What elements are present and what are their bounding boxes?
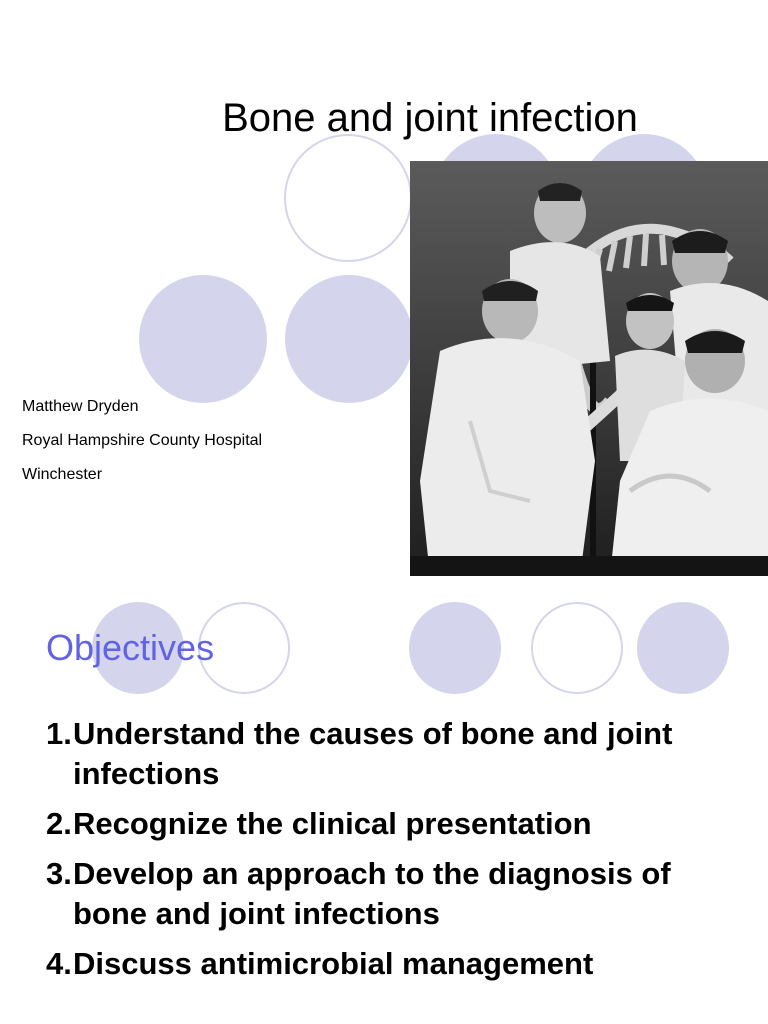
objective-text: Understand the causes of bone and joint infections [73, 716, 673, 791]
author-name: Matthew Dryden [22, 398, 139, 415]
objective-number: 1. [46, 716, 72, 751]
author-location: Winchester [22, 466, 103, 483]
decorative-circle [531, 602, 623, 694]
objectives-list [46, 714, 746, 994]
doctors-skeleton-photo [410, 161, 768, 576]
objective-item [46, 854, 746, 934]
objective-text: Discuss antimicrobial management [73, 946, 594, 981]
decorative-circle [637, 602, 729, 694]
author-affiliation: Royal Hampshire County Hospital [22, 432, 263, 449]
objective-number: 3. [46, 856, 72, 891]
objective-item [46, 804, 746, 844]
decorative-circle [284, 134, 412, 262]
slide-title: Bone and joint infection [222, 96, 638, 140]
objectives-slide [0, 590, 768, 1024]
photo-illustration-icon [410, 161, 768, 576]
author-block [22, 390, 262, 492]
decorative-circle [139, 275, 267, 403]
objective-item [46, 944, 746, 984]
objective-number: 4. [46, 946, 72, 981]
objective-item [46, 714, 746, 794]
decorative-circle [285, 275, 413, 403]
objective-number: 2. [46, 806, 72, 841]
objective-text: Recognize the clinical presentation [73, 806, 592, 841]
objectives-heading: Objectives [46, 627, 215, 668]
decorative-circle [409, 602, 501, 694]
objective-text: Develop an approach to the diagnosis of bone and joint infections [73, 856, 671, 931]
